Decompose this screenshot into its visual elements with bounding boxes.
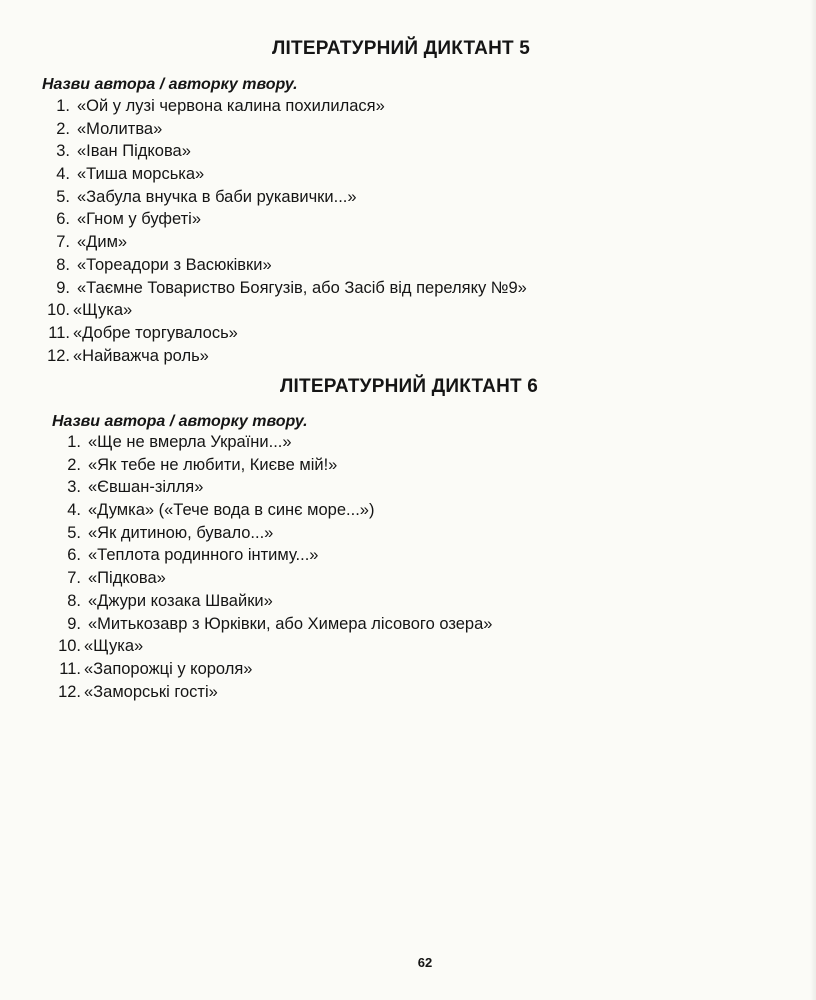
list-item xyxy=(53,454,492,477)
item-title: «Тореадори з Васюківки» xyxy=(77,255,272,274)
list-item xyxy=(42,231,527,254)
item-title: «Підкова» xyxy=(88,569,166,588)
list-item xyxy=(42,322,527,345)
section-title-dictation-6: ЛІТЕРАТУРНИЙ ДИКТАНТ 6 xyxy=(280,376,539,397)
item-title: «Джури козака Швайки» xyxy=(88,591,273,610)
item-number: 3. xyxy=(56,142,70,161)
item-number: 10. xyxy=(47,301,70,320)
item-number: 3. xyxy=(67,478,81,497)
item-title: «Таємне Товариство Боягузів, або Засіб від переляку №9» xyxy=(77,278,527,297)
instruction-dictation-5: Назви автора / авторку твору. xyxy=(42,76,298,93)
list-item xyxy=(42,95,527,118)
item-number: 9. xyxy=(56,278,70,297)
item-number: 1. xyxy=(56,97,70,115)
list-item xyxy=(42,345,527,368)
item-title: «Заморські гості» xyxy=(84,682,218,701)
page-number: 62 xyxy=(417,955,433,970)
item-number: 8. xyxy=(56,255,70,274)
item-number: 10. xyxy=(58,637,81,656)
item-title: «Митькозавр з Юрківки, або Химера лісового озера» xyxy=(88,614,493,633)
item-title: «Найважча роль» xyxy=(73,346,209,365)
item-number: 2. xyxy=(67,455,81,474)
item-title: «Молитва» xyxy=(77,119,163,138)
list-item xyxy=(42,254,527,277)
list-item xyxy=(53,681,492,704)
item-number: 5. xyxy=(56,187,70,206)
list-item xyxy=(42,163,527,186)
instruction-dictation-6: Назви автора / авторку твору. xyxy=(52,413,308,430)
list-item xyxy=(53,544,492,567)
list-item xyxy=(53,590,492,613)
item-number: 7. xyxy=(67,569,81,588)
list-item xyxy=(53,499,492,522)
item-title: «Як дитиною, бувало...» xyxy=(88,523,274,542)
item-title: «Забула внучка в баби рукавички...» xyxy=(77,187,357,206)
item-number: 6. xyxy=(56,210,70,229)
item-title: «Теплота родинного інтиму...» xyxy=(88,546,319,565)
item-number: 1. xyxy=(67,433,81,451)
item-number: 11. xyxy=(48,323,70,342)
item-title: «Дим» xyxy=(77,233,128,252)
list-item xyxy=(53,431,492,454)
item-title: «Щука» xyxy=(84,637,144,656)
item-title: «Запорожці у короля» xyxy=(84,659,253,678)
section-title-dictation-5: ЛІТЕРАТУРНИЙ ДИКТАНТ 5 xyxy=(272,38,531,59)
item-number: 8. xyxy=(67,591,81,610)
item-title: «Іван Підкова» xyxy=(77,142,191,161)
item-title: «Гном у буфеті» xyxy=(77,210,201,229)
item-title: «Євшан-зілля» xyxy=(88,478,204,497)
list-item xyxy=(42,208,527,231)
work-list-dictation-6 xyxy=(53,431,492,703)
list-item xyxy=(53,613,492,636)
list-item xyxy=(53,635,492,658)
item-number: 5. xyxy=(67,523,81,542)
item-number: 9. xyxy=(67,614,81,633)
item-title: «Добре торгувалось» xyxy=(73,323,238,342)
list-item xyxy=(42,277,527,300)
item-title: «Ой у лузі червона калина похилилася» xyxy=(77,97,385,115)
item-number: 2. xyxy=(56,119,70,138)
item-title: «Тиша морська» xyxy=(77,165,205,184)
item-title: «Щука» xyxy=(73,301,133,320)
item-number: 4. xyxy=(56,165,70,184)
item-number: 4. xyxy=(67,501,81,520)
list-item xyxy=(53,476,492,499)
list-item xyxy=(53,658,492,681)
item-title: «Як тебе не любити, Києве мій!» xyxy=(88,455,338,474)
list-item xyxy=(42,118,527,141)
list-item xyxy=(53,567,492,590)
item-number: 11. xyxy=(59,659,81,678)
item-title: «Ще не вмерла України...» xyxy=(88,433,292,451)
item-title: «Думка» («Тече вода в синє море...») xyxy=(88,501,375,520)
item-number: 7. xyxy=(56,233,70,252)
list-item xyxy=(42,140,527,163)
list-item xyxy=(42,186,527,209)
work-list-dictation-5 xyxy=(42,95,527,367)
list-item xyxy=(53,522,492,545)
item-number: 6. xyxy=(67,546,81,565)
list-item xyxy=(42,299,527,322)
item-number: 12. xyxy=(47,346,70,365)
item-number: 12. xyxy=(58,682,81,701)
